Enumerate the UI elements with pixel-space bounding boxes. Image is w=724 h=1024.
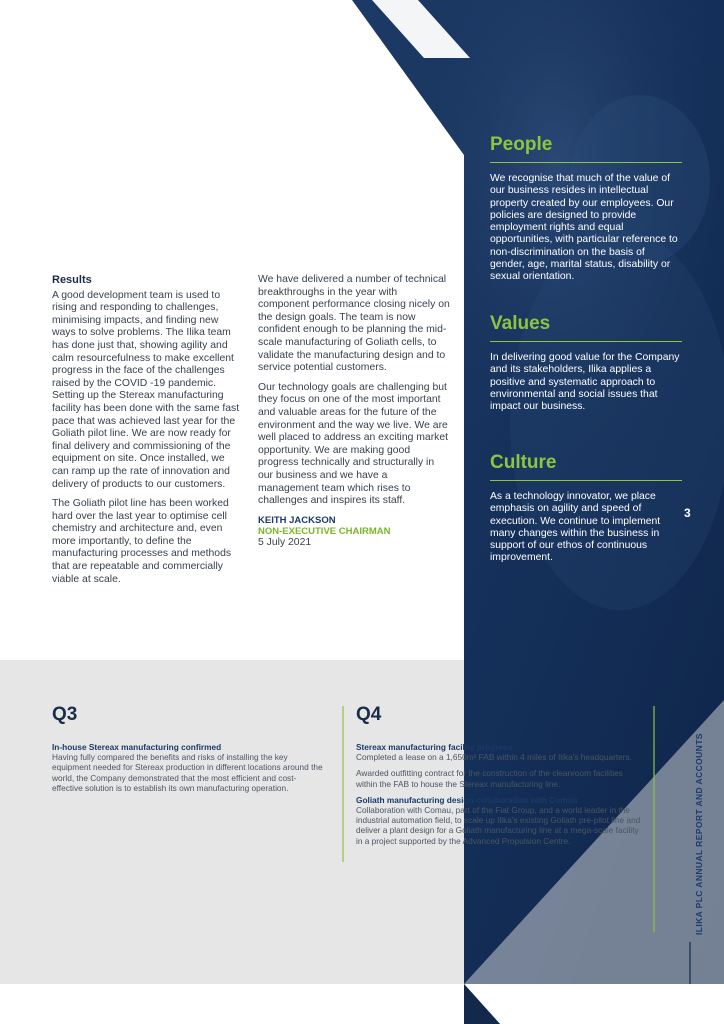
q3-text: Having fully compared the benefits and risks of installing the key equipment needed for Stereax production in different locations around the world, the Company demonstrated that the most efficient and cost-effective solution is to establish its own manufacturing operation. — [52, 752, 323, 793]
people-section — [490, 134, 682, 284]
q3-subheading: In-house Stereax manufacturing confirmed — [52, 742, 222, 752]
results-paragraph-2: The Goliath pilot line has been worked hard over the last year to optimise cell chemistry and architecture and, even more importantly, to define the manufacturing processes and methods that are repeatable and commercially viable at scale. — [52, 498, 232, 585]
results-heading: Results — [52, 274, 92, 286]
values-rule — [490, 341, 682, 342]
q4-heading: Q4 — [356, 704, 382, 725]
signature-date: 5 July 2021 — [258, 536, 312, 548]
culture-text: As a technology innovator, we place emphasis on agility and speed of execution. We continue to implement many changes within the business in support of our ethos of continuous improvement. — [490, 491, 661, 564]
people-rule — [490, 162, 682, 163]
report-side-label: ILIKA PLC ANNUAL REPORT AND ACCOUNTS — [694, 733, 704, 935]
values-title: Values — [490, 313, 551, 334]
page-number: 3 — [684, 506, 691, 520]
culture-title: Culture — [490, 452, 557, 473]
technology-paragraph-1: We have delivered a number of technical breakthroughs in the year with component performance closing nicely on the design goals. The team is now confident enough to be planning the mid-scale manufacturing of Goliath cells, to validate the manufacturing design and to service potential customers. — [258, 274, 450, 374]
people-title: People — [490, 134, 553, 155]
q4-subheading-1: Stereax manufacturing facility progress — [356, 742, 513, 752]
signatory-title: NON-EXECUTIVE CHAIRMAN — [258, 525, 391, 537]
q3-block — [52, 742, 324, 799]
q4-subheading-2: Goliath manufacturing design collaboration with Comau — [356, 794, 578, 805]
values-section — [490, 313, 682, 413]
q3-heading: Q3 — [52, 704, 78, 725]
results-paragraph-1: A good development team is used to rising and responding to challenges, minimising impacts, and finding new ways to solve problems. The Ilika team has done just that, showing agility and calm resourcefulness to make excellent progress in the face of the challenges raised by the COVID -19 pandemic. Setting up the Stereax manufacturing facility has been done with the same fast pace that was achieved last year for the Goliath pilot line. We are now ready for final delivery and commissioning of the equipment on site. Once installed, we can ramp up the rate of innovation and delivery of products to our customers. — [52, 289, 240, 490]
results-column — [52, 274, 240, 593]
signatory-name: KEITH JACKSON — [258, 514, 336, 526]
q4-text-1: Completed a lease on a 1,650m² FAB within 4 miles of Ilika's headquarters. — [356, 752, 632, 763]
technology-column — [258, 274, 450, 549]
values-text: In delivering good value for the Company and its stakeholders, Ilika applies a positive and systematic approach to environmental and social issues that impact our business. — [490, 352, 680, 413]
q4-text-3: Collaboration with Comau, part of the Fiat Group, and a world leader in the industrial automation field, to scale up Ilika's existing Goliath pre-pilot line and deliver a plant design for a Goliath manufacturing line at a mega-scale facility in a project supported by the Advanced Propulsion Centre. — [356, 805, 641, 846]
technology-paragraph-2: Our technology goals are challenging but they focus on one of the most important and valuable areas for the future of the environment and the way we live. We are well placed to address an exciting market opportunity. We are making good progress technically and structurally in our business and we have a management team which rises to challenges and inspires its staff. — [258, 381, 449, 507]
people-text: We recognise that much of the value of our business resides in intellectual property created by our employees. Our policies are designed to provide employment rights and equal opportunities, with particular reference to non-discrimination on the basis of gender, age, marital status, disability or sexual orientation. — [490, 173, 678, 283]
q4-block — [356, 742, 642, 852]
culture-rule — [490, 480, 682, 481]
culture-section — [490, 452, 682, 565]
bottom-white-triangle — [464, 984, 724, 1024]
q4-text-2: Awarded outfitting contract for the construction of the cleanroom facilities within the FAB to house the Stereax manufacturing line. — [356, 768, 623, 789]
